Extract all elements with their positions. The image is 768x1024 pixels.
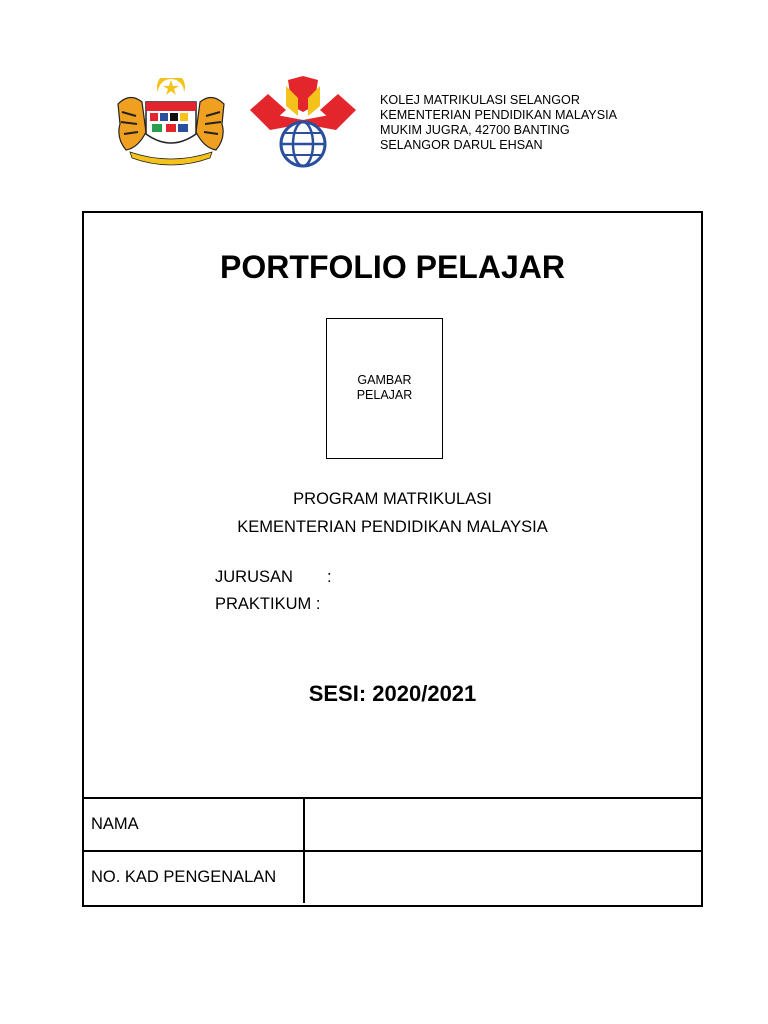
address-line: KEMENTERIAN PENDIDIKAN MALAYSIA — [380, 108, 617, 122]
row-value-nama — [304, 798, 701, 851]
field-colon: : — [327, 568, 332, 586]
photo-label: PELAJAR — [356, 388, 413, 402]
table-row — [84, 798, 701, 851]
coat-of-arms-logo — [112, 78, 230, 166]
photo-label: GAMBAR — [357, 373, 412, 387]
photo-placeholder-text — [327, 373, 442, 403]
field-label: PRAKTIKUM : — [215, 595, 321, 613]
row-value-kad-pengenalan — [304, 851, 701, 903]
row-label-kad-pengenalan: NO. KAD PENGENALAN — [84, 851, 304, 903]
table-row — [84, 851, 701, 903]
document-title: PORTFOLIO PELAJAR — [220, 249, 565, 285]
field-praktikum — [215, 595, 320, 614]
row-label-nama: NAMA — [84, 798, 304, 851]
portfolio-cover-frame — [82, 211, 703, 907]
field-label: JURUSAN — [215, 568, 293, 586]
kpm-logo — [246, 76, 360, 168]
address-line: SELANGOR DARUL EHSAN — [380, 138, 543, 152]
session-label: SESI: 2020/2021 — [308, 681, 477, 706]
address-line: MUKIM JUGRA, 42700 BANTING — [380, 123, 570, 137]
program-heading — [84, 485, 701, 541]
address-line: KOLEJ MATRIKULASI SELANGOR — [380, 93, 580, 107]
institution-address — [380, 93, 617, 153]
student-photo-box — [326, 318, 443, 459]
student-info-table — [84, 797, 701, 903]
program-line: KEMENTERIAN PENDIDIKAN MALAYSIA — [237, 518, 548, 536]
program-line: PROGRAM MATRIKULASI — [293, 490, 492, 508]
field-jurusan — [215, 568, 332, 587]
